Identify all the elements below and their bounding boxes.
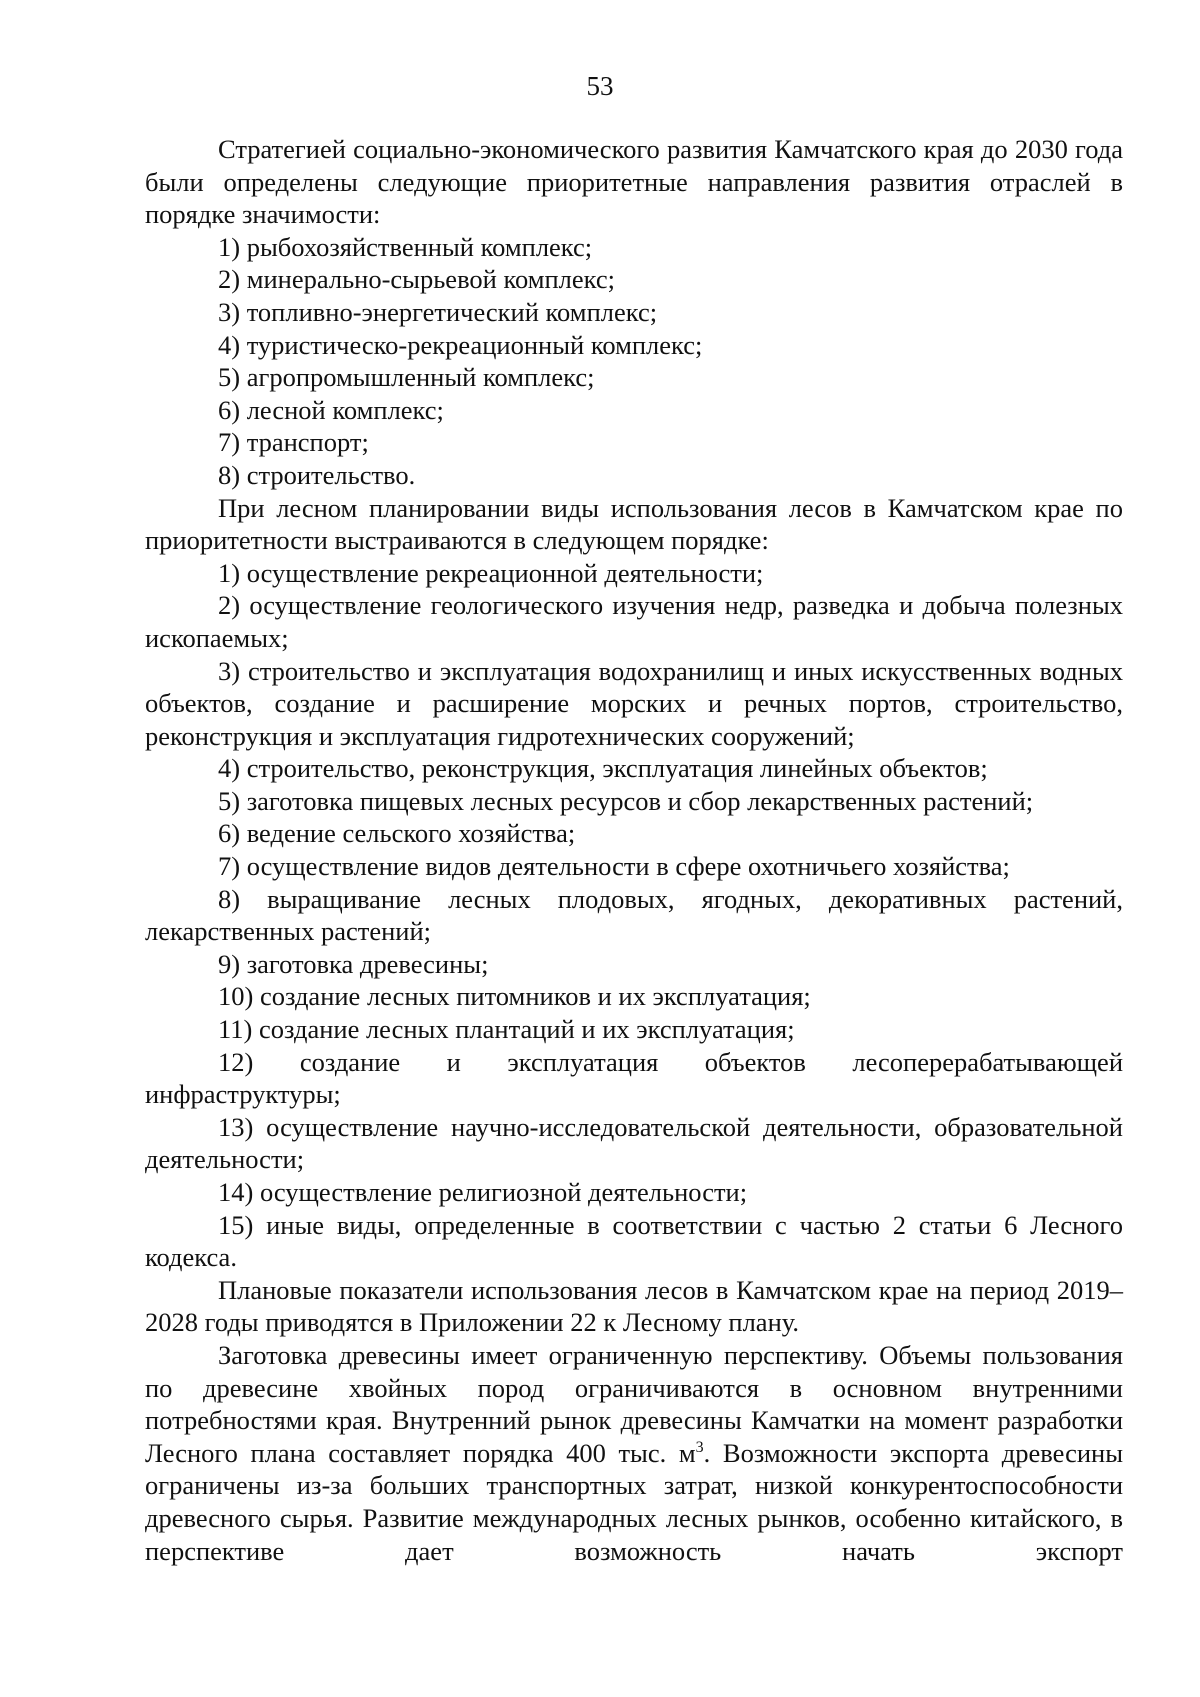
timber-paragraph — [145, 1339, 1123, 1567]
list-item: 3) строительство и эксплуатация водохранилищ и иных искусственных водных объектов, создание и расширение морских и речных портов, строительство, реконструкция и эксплуатация гидротехнических сооружений; — [145, 655, 1123, 751]
list-item: 6) ведение сельского хозяйства; — [218, 818, 576, 849]
list-item: 2) минерально-сырьевой комплекс; — [218, 264, 616, 295]
list-item: 15) иные виды, определенные в соответствии с частью 2 статьи 6 Лесного кодекса. — [145, 1209, 1123, 1273]
list-item: 14) осуществление религиозной деятельности; — [218, 1177, 748, 1207]
timber-text-part2: . Возможности экспорта древесины ограничены из-за больших транспортных затрат, низкой конкурентоспособности древесного сырья. Развитие международных лесных рынков, особенно китайского, в перспективе дает возможность начать экспорт — [145, 1437, 1123, 1566]
document-body — [145, 133, 1123, 1567]
list-item: 7) транспорт; — [218, 427, 369, 458]
list-item: 4) строительство, реконструкция, эксплуатация линейных объектов; — [218, 753, 988, 784]
list-item: 2) осуществление геологического изучения недр, разведка и добыча полезных ископаемых; — [145, 590, 1123, 653]
list-item: 7) осуществление видов деятельности в сфере охотничьего хозяйства; — [218, 851, 1010, 882]
list-item: 5) заготовка пищевых лесных ресурсов и сбор лекарственных растений; — [218, 785, 1034, 816]
list-item: 12) создание и эксплуатация объектов лесоперерабатывающей инфраструктуры; — [145, 1046, 1123, 1110]
list-item: 1) рыбохозяйственный комплекс; — [218, 231, 593, 262]
priority-intro-paragraph: При лесном планировании виды использования лесов в Камчатском крае по приоритетности выстраиваются в следующем порядке: — [145, 492, 1123, 556]
list-item: 5) агропромышленный комплекс; — [218, 362, 595, 393]
list-item: 8) выращивание лесных плодовых, ягодных, декоративных растений, лекарственных растений; — [145, 883, 1123, 947]
list-item: 1) осуществление рекреационной деятельности; — [218, 557, 764, 588]
strategy-intro-paragraph: Стратегией социально-экономического развития Камчатского края до 2030 года были определены следующие приоритетные направления развития отраслей в порядке значимости: — [145, 134, 1123, 230]
list-item: 6) лесной комплекс; — [218, 394, 444, 425]
list-item: 9) заготовка древесины; — [218, 948, 489, 979]
list-item: 4) туристическо-рекреационный комплекс; — [218, 329, 703, 360]
list-item: 13) осуществление научно-исследовательской деятельности, образовательной деятельности; — [145, 1111, 1123, 1175]
timber-superscript: 3 — [695, 1438, 704, 1456]
list-item: 10) создание лесных питомников и их эксплуатация; — [218, 981, 811, 1012]
list-item: 3) топливно-энергетический комплекс; — [218, 296, 658, 327]
timber-text-part1: Заготовка древесины имеет ограниченную перспективу. Объемы пользования по древесине хвойных пород ограничиваются в основном внутренними потребностями края. Внутренний рынок древесины Камчатки на момент разработки Лесного плана составляет порядка 400 тыс. м — [145, 1339, 1123, 1468]
list-item: 8) строительство. — [218, 459, 416, 490]
planned-indicators-paragraph: Плановые показатели использования лесов в Камчатском крае на период 2019–2028 годы приводятся в Приложении 22 к Лесному плану. — [145, 1274, 1123, 1338]
list-item: 11) создание лесных плантаций и их эксплуатация; — [218, 1014, 795, 1045]
page-number: 53 — [586, 71, 614, 101]
